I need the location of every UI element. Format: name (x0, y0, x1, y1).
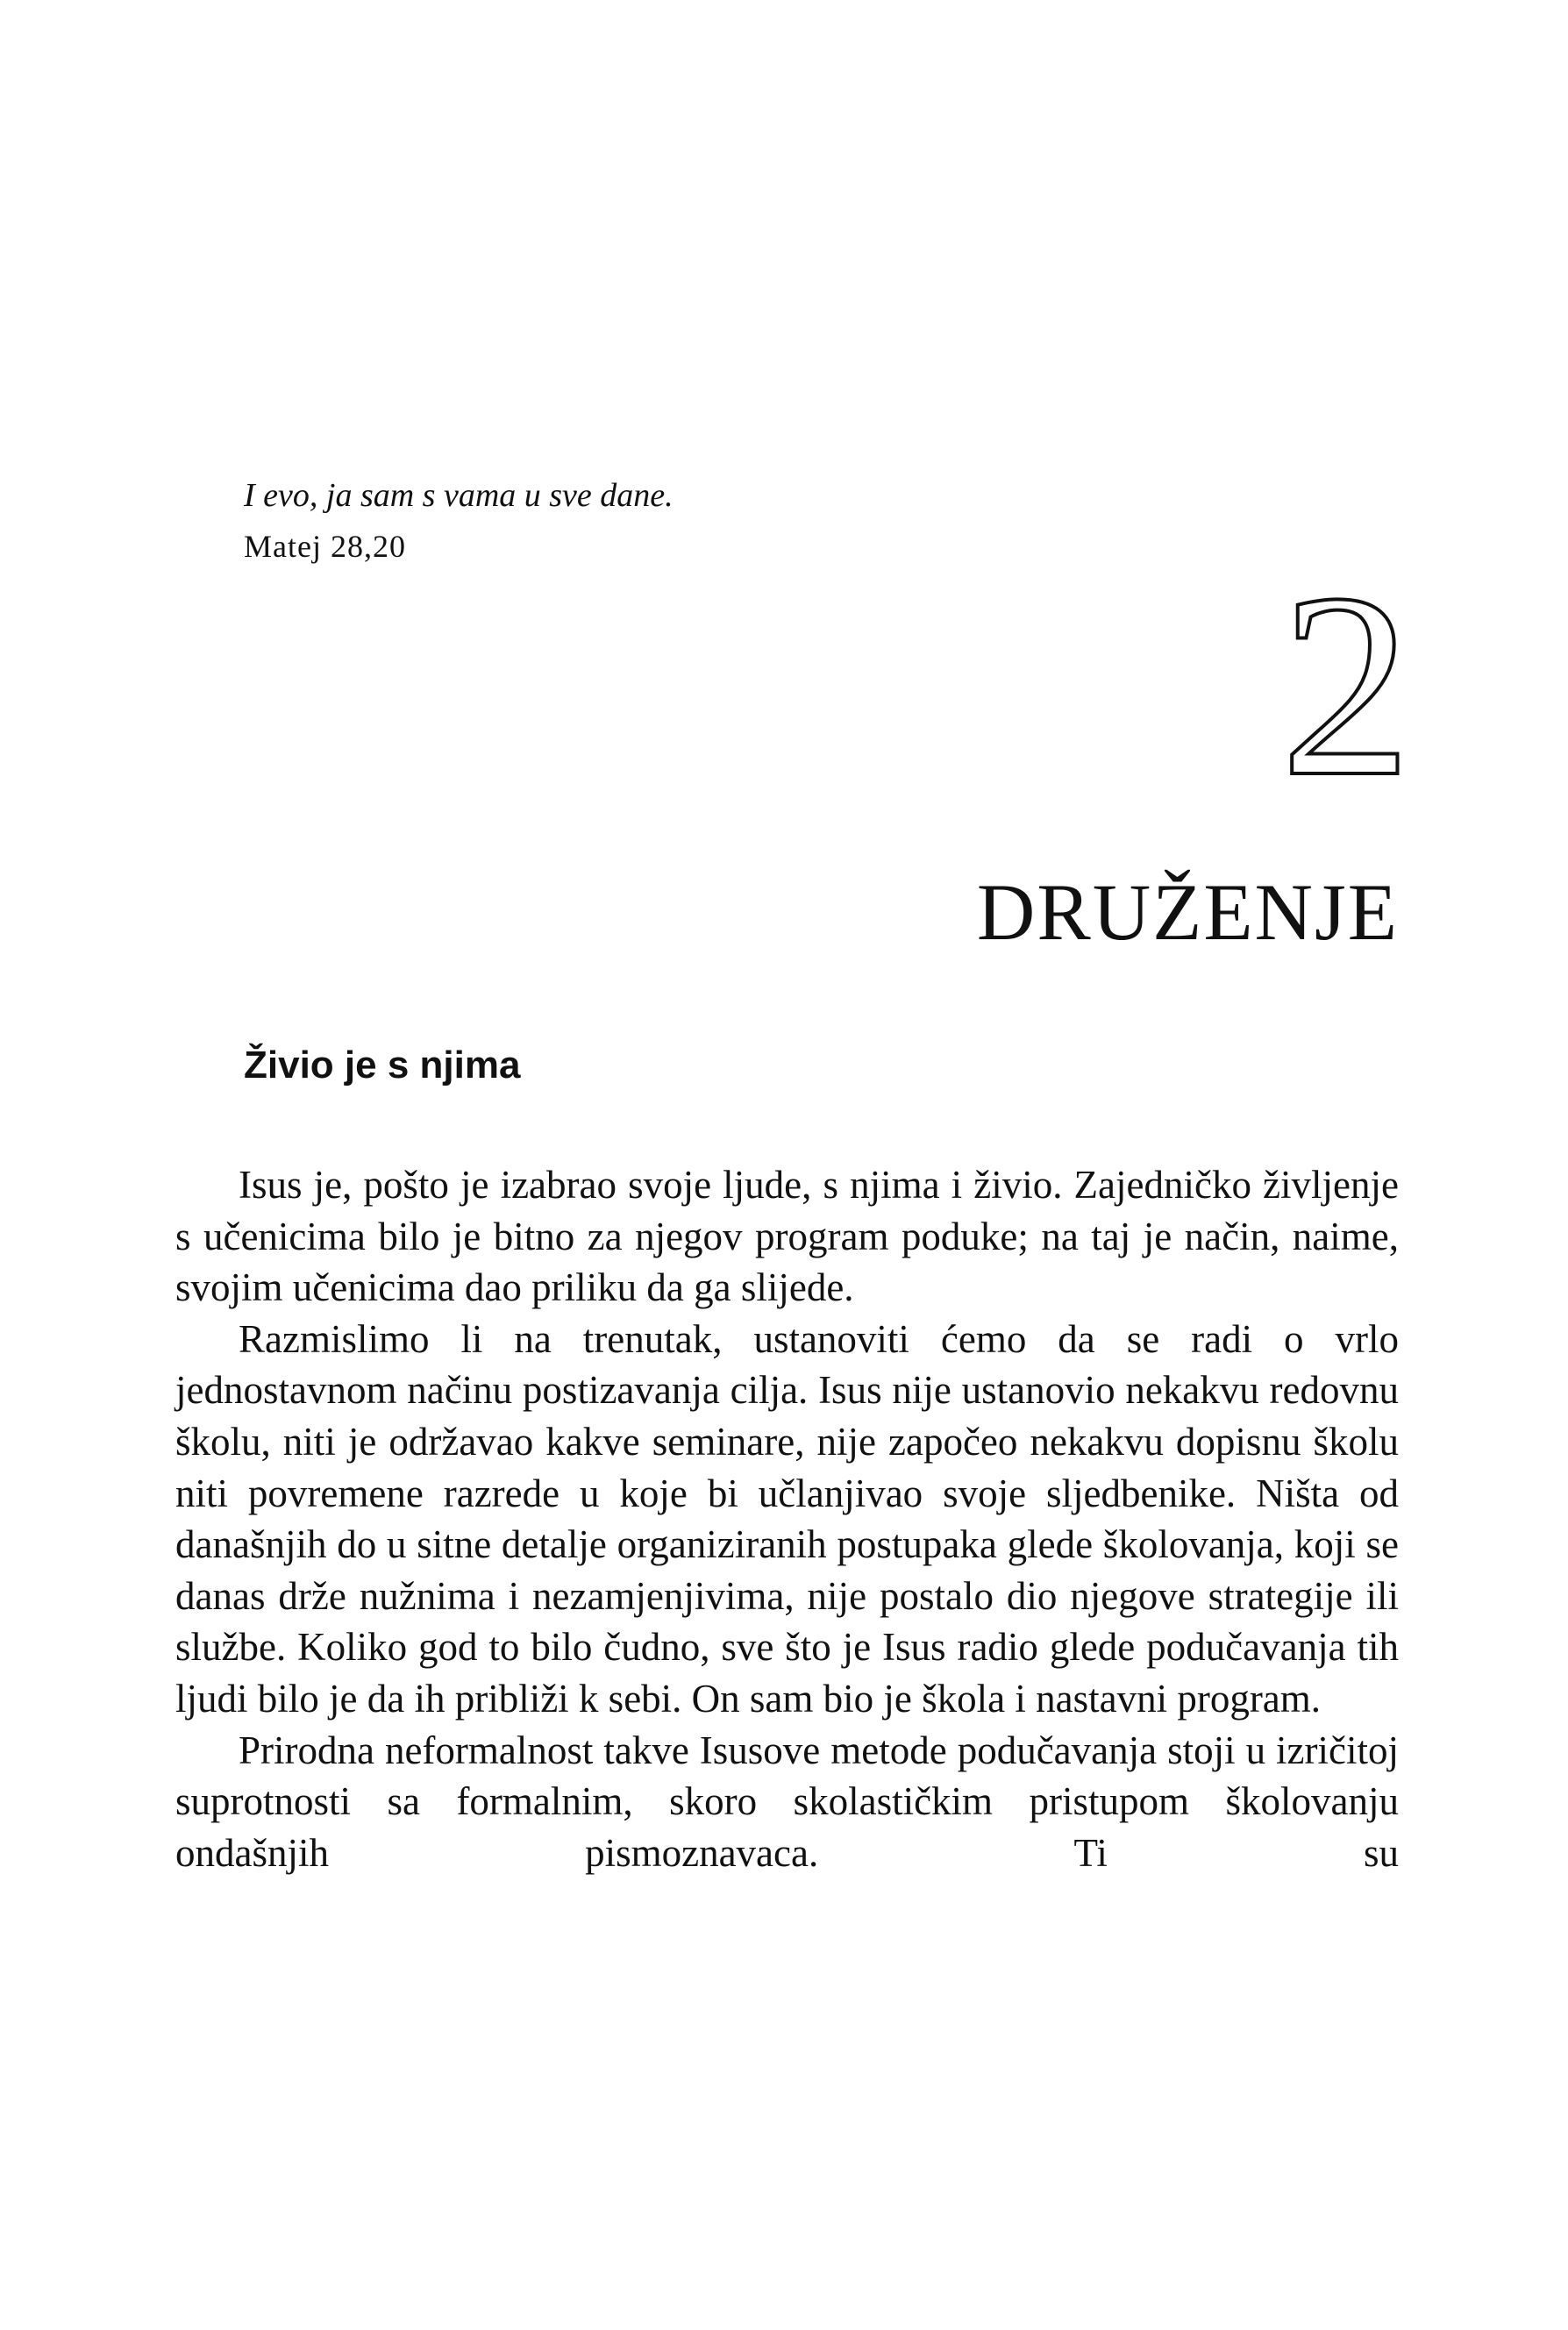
paragraph: Prirodna neformalnost takve Isusove metode podučavanja stoji u izričitoj suprotnosti sa formalnim, skoro skolastičkim pristupom školovanju ondašnjih pismoznavaca. Ti su (175, 1728, 1399, 1875)
paragraph: Isus je, pošto je izabrao svoje ljude, s njima i živio. Zajedničko življenje s učenicima bilo je bitno za njegov program poduke; na taj je način, naime, svojim učenicima dao priliku da ga slijede. (175, 1163, 1399, 1310)
chapter-title: DRUŽENJE (976, 867, 1399, 957)
epigraph-quote: I evo, ja sam s vama u sve dane. (244, 477, 674, 514)
section-heading: Živio je s njima (244, 1044, 521, 1087)
body-text (175, 1159, 1399, 1878)
chapter-number-text: 2 (1280, 570, 1412, 789)
epigraph (244, 474, 858, 568)
chapter-number-glyph (1245, 570, 1447, 789)
chapter-number (1245, 570, 1447, 789)
paragraph: Razmislimo li na trenutak, ustanoviti ćemo da se radi o vrlo jednostavnom načinu postizavanja cilja. Isus nije ustanovio nekakvu redovnu školu, niti je održavao kakve seminare, nije započeo nekakvu dopisnu školu niti povremene razrede u koje bi učlanjivao svoje sljedbenike. Ništa od današnjih do u sitne detalje organiziranih postupaka glede školovanja, koji se danas drže nužnima i nezamjenjivima, nije postalo dio njegove strategije ili službe. Koliko god to bilo čudno, sve što je Isus radio glede podučavanja tih ljudi bilo je da ih približi k sebi. On sam bio je škola i nastavni program. (175, 1316, 1399, 1721)
epigraph-reference: Matej 28,20 (244, 529, 406, 564)
